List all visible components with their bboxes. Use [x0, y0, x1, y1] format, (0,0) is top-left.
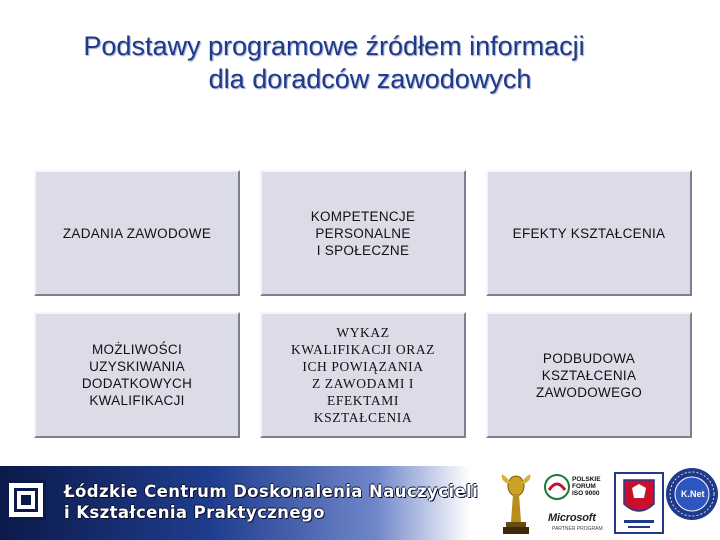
- box-label: ZADANIA ZAWODOWE: [62, 225, 212, 241]
- box-label: WYKAZ KWALIFIKACJI ORAZ ICH POWIĄZANIA Z ZAWODAMI I EFEKTAMI KSZTAŁCENIA: [290, 325, 436, 425]
- box-label: MOŻLIWOŚCI UZYSKIWANIA DODATKOWYCH KWALIFIKACJI: [81, 342, 193, 408]
- box-kompetencje: [260, 170, 466, 296]
- iso-forum-text: POLSKIE FORUM ISO 9000: [572, 476, 601, 497]
- box-label: KOMPETENCJE PERSONALNE I SPOŁECZNE: [310, 208, 416, 258]
- slide-title-line-2: dla doradców zawodowych: [208, 64, 532, 94]
- iso-9000-icon: [544, 474, 570, 500]
- lcdnikp-logo-icon: [6, 480, 46, 520]
- slide-title-line-1: Podstawy programowe źródłem informacji: [83, 31, 585, 61]
- microsoft-text: Microsoft: [548, 512, 596, 524]
- organization-name-line-1: Łódzkie Centrum Doskonalenia Nauczycieli: [64, 482, 479, 501]
- box-wykaz-kwalifikacji: [260, 312, 466, 438]
- award-statuette-icon: [498, 472, 534, 536]
- box-efekty-ksztalcenia: [486, 170, 692, 296]
- organization-name-line-2: i Kształcenia Praktycznego: [64, 503, 325, 522]
- box-podbudowa: [486, 312, 692, 438]
- box-mozliwosci: [34, 312, 240, 438]
- emblem-shield-icon: [614, 472, 664, 534]
- box-zadania-zawodowe: [34, 170, 240, 296]
- slide-title: [0, 30, 720, 96]
- box-label: EFEKTY KSZTAŁCENIA: [512, 225, 666, 241]
- footer-band: [0, 466, 479, 540]
- box-label: PODBUDOWA KSZTAŁCENIA ZAWODOWEGO: [536, 350, 642, 400]
- iso-forum-logo: [544, 474, 614, 534]
- microsoft-partner-text: PARTNER PROGRAM: [552, 526, 603, 532]
- knet-label: K.Net: [681, 489, 705, 499]
- organization-name: [64, 481, 478, 523]
